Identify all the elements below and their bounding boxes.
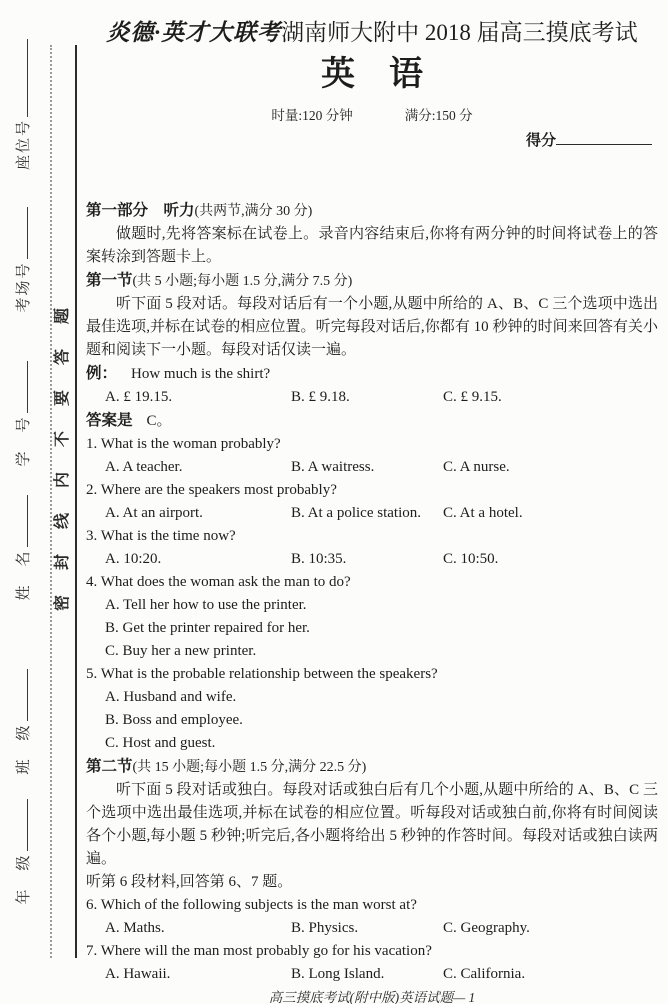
part1-heading-note: (共两节,满分 30 分): [194, 204, 313, 219]
section2-heading: [86, 755, 658, 779]
question-6-options: [86, 917, 658, 940]
question-6: 6. Which of the following subjects is the man worst at?: [86, 897, 417, 913]
seat-number-label: 座位号: [16, 118, 32, 170]
exam-title: [86, 18, 658, 48]
class-label: 班 级: [16, 723, 32, 775]
exam-meta: [86, 106, 658, 125]
answer-value: C。: [146, 413, 172, 429]
grade-blank: [14, 800, 28, 852]
name-field: [12, 483, 36, 613]
class-field: [12, 657, 36, 787]
material-note: 听第 6 段材料,回答第 6、7 题。: [86, 874, 293, 890]
section2-intro: 听下面 5 段对话或独白。每段对话或独白后有几个小题,从题中所给的 A、B、C 三个选项中选出最佳选项,并标在试卷的相应位置。听每段对话或独白前,你将有时间阅读各个小题,每小题 5 秒钟;听完后,各小题将给出 5 秒钟的作答时间。每段对话或独白读两遍。: [86, 782, 658, 867]
example-answer-line: [86, 409, 658, 433]
question-3-options: [86, 548, 658, 571]
example-option-a: A. £ 19.15.: [105, 389, 173, 405]
exam-title-rest: 湖南师大附中 2018 届高三摸底考试: [281, 20, 638, 45]
question-2-options: [86, 502, 658, 525]
grade-field: [12, 787, 36, 917]
section1-heading-bold: 第一节: [86, 272, 133, 289]
section2-heading-bold: 第二节: [86, 758, 133, 775]
q7-option-c: C. California.: [443, 966, 526, 982]
example-question: [86, 362, 658, 386]
q7-option-b: B. Long Island.: [291, 966, 385, 982]
q5-option-c: C. Host and guest.: [105, 735, 216, 751]
q1-option-a: A. A teacher.: [105, 459, 183, 475]
q4-option-a: A. Tell her how to use the printer.: [105, 597, 307, 613]
score-blank: [556, 130, 652, 145]
example-options-row: [86, 386, 658, 409]
score-label: 得分: [525, 132, 556, 149]
answer-label: 答案是: [86, 412, 133, 429]
seal-solid-line: [75, 45, 77, 958]
class-blank: [14, 670, 28, 722]
q2-option-b: B. At a police station.: [291, 505, 421, 521]
section1-heading: [86, 269, 658, 293]
subject-title: 英 语: [321, 55, 423, 93]
q6-option-a: A. Maths.: [105, 920, 165, 936]
question-5: 5. What is the probable relationship between the speakers?: [86, 666, 438, 682]
q5-option-a: A. Husband and wife.: [105, 689, 237, 705]
room-number-blank: [14, 208, 28, 260]
q6-option-c: C. Geography.: [443, 920, 530, 936]
q6-option-b: B. Physics.: [291, 920, 359, 936]
seat-number-field: [12, 40, 36, 170]
room-number-field: [12, 195, 36, 325]
question-7: 7. Where will the man most probably go for his vacation?: [86, 943, 432, 959]
example-option-c: C. £ 9.15.: [443, 389, 502, 405]
part1-heading: [86, 199, 658, 223]
example-option-b: B. £ 9.18.: [291, 389, 350, 405]
question-1: 1. What is the woman probably?: [86, 436, 281, 452]
q1-option-b: B. A waitress.: [291, 459, 375, 475]
section1-intro: 听下面 5 段对话。每段对话后有一个小题,从题中所给的 A、B、C 三个选项中选出最佳选项,并标在试卷的相应位置。听完每段对话后,你都有 10 秒钟的时间来回答有关小题和阅读下一小题。每段对话仅读一遍。: [86, 296, 658, 358]
q1-option-c: C. A nurse.: [443, 459, 510, 475]
name-blank: [14, 496, 28, 548]
q5-option-b: B. Boss and employee.: [105, 712, 243, 728]
q3-option-b: B. 10:35.: [291, 551, 347, 567]
example-label: 例：: [86, 365, 118, 382]
student-id-field: [12, 349, 36, 479]
seat-number-blank: [14, 39, 28, 117]
student-id-label: 学 号: [16, 415, 32, 467]
q3-option-a: A. 10:20.: [105, 551, 162, 567]
section2-heading-note: (共 15 小题;每小题 1.5 分,满分 22.5 分): [132, 760, 367, 775]
question-1-options: [86, 456, 658, 479]
q2-option-a: A. At an airport.: [105, 505, 203, 521]
student-id-blank: [14, 362, 28, 414]
seal-line-text: 密封线内不要答题: [54, 283, 71, 612]
question-3: 3. What is the time now?: [86, 528, 236, 544]
section1-heading-note: (共 5 小题;每小题 1.5 分,满分 7.5 分): [132, 274, 353, 289]
score-line: [86, 129, 658, 151]
page-footer: 高三摸底考试(附中版)英语试题— 1: [268, 990, 476, 1004]
question-7-options: [86, 963, 658, 986]
example-question-text: How much is the shirt?: [131, 366, 271, 382]
q4-option-b: B. Get the printer repaired for her.: [105, 620, 310, 636]
part1-intro: 做题时,先将答案标在试卷上。录音内容结束后,你将有两分钟的时间将试卷上的答案转涂到答题卡上。: [86, 226, 658, 265]
q3-option-c: C. 10:50.: [443, 551, 499, 567]
duration-label: 时量:120 分钟: [271, 108, 353, 123]
q4-option-c: C. Buy her a new printer.: [105, 643, 257, 659]
total-score-label: 满分:150 分: [404, 108, 473, 123]
q7-option-a: A. Hawaii.: [105, 966, 171, 982]
paper-body: [86, 199, 658, 1004]
question-4: 4. What does the woman ask the man to do?: [86, 574, 351, 590]
exam-brand: 炎德·英才大联考: [106, 20, 282, 45]
main-content: [86, 0, 658, 1004]
name-label: 姓 名: [16, 549, 32, 601]
part1-heading-bold: 第一部分 听力: [86, 202, 195, 219]
question-2: 2. Where are the speakers most probably?: [86, 482, 337, 498]
q2-option-c: C. At a hotel.: [443, 505, 523, 521]
grade-label: 年 级: [16, 853, 32, 905]
room-number-label: 考场号: [16, 261, 32, 313]
